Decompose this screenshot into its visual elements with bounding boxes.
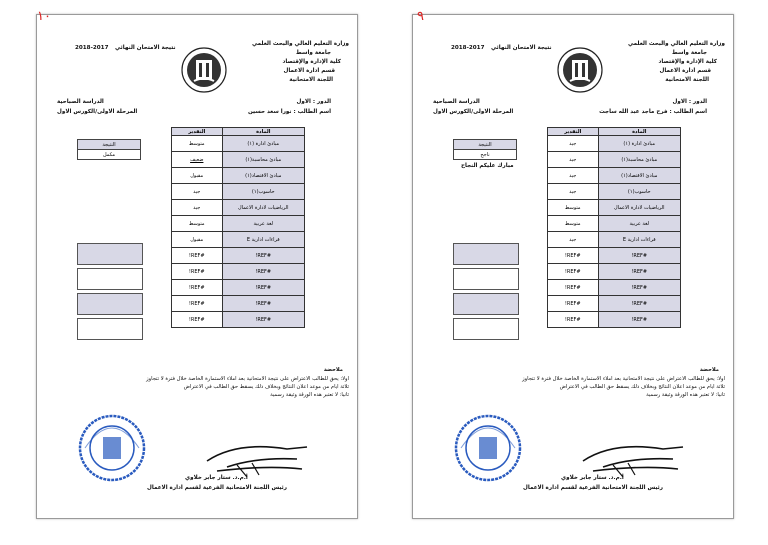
table-row [548, 312, 681, 328]
ministry-name: وزارة التعليم العالي والبحث العلمي [252, 41, 349, 47]
subject-cell: #REF! [598, 248, 680, 264]
blank-boxes [453, 243, 519, 343]
table-row [172, 184, 305, 200]
notes-line: ثلاثة ايام من موعد اعلان النتائج وبخلاف ذلك يسقط حق الطالب في الاعتراض [559, 384, 725, 390]
signatory-title: رئيس اللجنة الامتحانية الفرعية لقسم ادارة الاعمال [147, 485, 288, 491]
grade-cell: ضعيف [172, 152, 223, 168]
grade-cell: #REF! [548, 280, 599, 296]
grade-cell: #REF! [548, 264, 599, 280]
subject-cell: مبادئ ادارة (١) [222, 136, 304, 152]
subject-cell: حاسوب(١) [222, 184, 304, 200]
university-logo-icon [181, 47, 227, 93]
university-name: جامعة واسط [672, 50, 707, 56]
table-row [172, 280, 305, 296]
subject-column-header: المادة [222, 128, 304, 136]
subject-cell: قراءات ادارية E [598, 232, 680, 248]
signatory-title: رئيس اللجنة الامتحانية الفرعية لقسم ادارة الاعمال [523, 485, 664, 491]
grade-cell: مقبول [172, 232, 223, 248]
table-row [172, 248, 305, 264]
table-row [172, 136, 305, 152]
table-row [548, 152, 681, 168]
result-value: ناجح [454, 150, 517, 160]
subject-cell: مبادئ ادارة (١) [598, 136, 680, 152]
grade-cell: جيد [548, 152, 599, 168]
result-sheet-left [36, 9, 358, 519]
subject-cell: حاسوب(١) [598, 184, 680, 200]
official-stamp-icon [453, 413, 523, 483]
grade-cell: جيد [548, 168, 599, 184]
blank-box [453, 318, 519, 340]
subject-cell: مبادئ الاقتصاد(١) [222, 168, 304, 184]
grade-column-header: التقدير [548, 128, 599, 136]
exam-year: 2018-2017 [451, 45, 485, 51]
study-stage: المرحلة الاولى/الكورس الاول [57, 109, 138, 115]
college-name: كلية الإدارة والإقتصاد [658, 59, 717, 65]
study-type: الدراسة الصباحية [433, 99, 480, 105]
table-row [172, 200, 305, 216]
subject-cell: #REF! [222, 280, 304, 296]
grade-cell: #REF! [172, 248, 223, 264]
grade-cell: جيد [548, 184, 599, 200]
notes-title: ملاحضة [323, 367, 343, 373]
table-row [548, 232, 681, 248]
grade-cell: جيد [548, 136, 599, 152]
subject-cell: لغة عربية [598, 216, 680, 232]
grade-cell: #REF! [172, 264, 223, 280]
ministry-name: وزارة التعليم العالي والبحث العلمي [628, 41, 725, 47]
grade-cell: #REF! [172, 312, 223, 328]
table-row [548, 216, 681, 232]
department-name: قسم ادارة الاعمال [283, 68, 335, 74]
result-label: النتيجة [454, 140, 517, 150]
table-row [548, 168, 681, 184]
grade-cell: متوسط [548, 200, 599, 216]
study-stage: المرحلة الاولى/الكورس الاول [433, 109, 514, 115]
blank-box [77, 318, 143, 340]
university-name: جامعة واسط [296, 50, 331, 56]
exam-round: الدور : الاول [672, 99, 707, 105]
grade-cell: جيد [172, 200, 223, 216]
subject-cell: لغة عربية [222, 216, 304, 232]
subject-cell: #REF! [598, 264, 680, 280]
table-row [172, 216, 305, 232]
exam-round: الدور : الاول [296, 99, 331, 105]
grade-cell: جيد [548, 232, 599, 248]
table-row [172, 296, 305, 312]
student-name: اسم الطالب : فرح ماجد عبد الله ساجت [599, 109, 707, 115]
blank-box [77, 268, 143, 290]
subject-cell: #REF! [598, 280, 680, 296]
table-header-row [548, 128, 681, 136]
table-row [548, 200, 681, 216]
notes-line: ثانيا: لا تعتبر هذه الورقة وثيقة رسمية [270, 392, 349, 398]
table-row [172, 168, 305, 184]
subject-cell: #REF! [222, 248, 304, 264]
subject-cell: #REF! [598, 312, 680, 328]
signature-icon [573, 431, 693, 481]
grade-cell: #REF! [548, 248, 599, 264]
table-row [548, 280, 681, 296]
result-label: النتيجة [78, 140, 141, 150]
notes-title: ملاحضة [699, 367, 719, 373]
committee-name: اللجنة الامتحانية [665, 77, 709, 83]
blank-box [77, 243, 143, 265]
notes-line: اولا: يحق للطالب الاعتراض على نتيجة الامتحانية بعد املاء الاستمارة الخاصة خلال فترة لا تتجاوز [522, 376, 725, 382]
grade-cell: جيد [172, 184, 223, 200]
subject-cell: #REF! [222, 312, 304, 328]
subject-cell: #REF! [598, 296, 680, 312]
table-row [172, 264, 305, 280]
grade-cell: مقبول [172, 168, 223, 184]
result-box [77, 139, 141, 160]
student-name: اسم الطالب : نورا سعد حسين [247, 109, 331, 115]
official-stamp-icon [77, 413, 147, 483]
signatory-name: أ.م.د. ستار جابر خلاوي [561, 475, 624, 481]
college-name: كلية الإدارة والإقتصاد [282, 59, 341, 65]
grade-cell: متوسط [172, 136, 223, 152]
blank-box [453, 268, 519, 290]
result-sheet-right [412, 9, 734, 519]
study-type: الدراسة الصباحية [57, 99, 104, 105]
committee-name: اللجنة الامتحانية [289, 77, 333, 83]
table-row [172, 312, 305, 328]
blank-box [453, 243, 519, 265]
subject-cell: الرياضيات لادارة الاعمال [222, 200, 304, 216]
grades-table [547, 127, 681, 328]
subject-column-header: المادة [598, 128, 680, 136]
result-box [453, 139, 517, 160]
subject-cell: قراءات ادارية E [222, 232, 304, 248]
table-row [548, 136, 681, 152]
table-row [548, 248, 681, 264]
grades-table [171, 127, 305, 328]
notes-line: اولا: يحق للطالب الاعتراض على نتيجة الامتحانية بعد املاء الاستمارة الخاصة خلال فترة لا تتجاوز [146, 376, 349, 382]
signatory-name: أ.م.د. ستار جابر خلاوي [185, 475, 248, 481]
subject-cell: مبادئ محاسبة(١) [598, 152, 680, 168]
page-number: ٩ [417, 9, 424, 24]
table-row [548, 264, 681, 280]
grade-column-header: التقدير [172, 128, 223, 136]
table-header-row [172, 128, 305, 136]
exam-title: نتيجة الامتحان النهائي [491, 45, 552, 51]
table-row [548, 184, 681, 200]
blank-boxes [77, 243, 143, 343]
subject-cell: مبادئ الاقتصاد(١) [598, 168, 680, 184]
table-row [548, 296, 681, 312]
grade-cell: #REF! [548, 312, 599, 328]
grade-cell: #REF! [172, 280, 223, 296]
subject-cell: #REF! [222, 264, 304, 280]
grade-cell: #REF! [172, 296, 223, 312]
subject-cell: الرياضيات لادارة الاعمال [598, 200, 680, 216]
signature-icon [197, 431, 317, 481]
subject-cell: مبادئ محاسبة(١) [222, 152, 304, 168]
table-row [172, 232, 305, 248]
notes-line: ثلاثة ايام من موعد اعلان النتائج وبخلاف ذلك يسقط حق الطالب في الاعتراض [183, 384, 349, 390]
page-number: ١٠ [37, 9, 51, 24]
university-logo-icon [557, 47, 603, 93]
department-name: قسم ادارة الاعمال [659, 68, 711, 74]
congrats-message: مبارك عليكم النجاح [461, 163, 514, 169]
blank-box [453, 293, 519, 315]
table-row [172, 152, 305, 168]
grade-cell: متوسط [172, 216, 223, 232]
exam-year: 2018-2017 [75, 45, 109, 51]
notes-line: ثانيا: لا تعتبر هذه الورقة وثيقة رسمية [646, 392, 725, 398]
blank-box [77, 293, 143, 315]
grade-cell: #REF! [548, 296, 599, 312]
result-value: مكمل [78, 150, 141, 160]
exam-title: نتيجة الامتحان النهائي [115, 45, 176, 51]
subject-cell: #REF! [222, 296, 304, 312]
grade-cell: متوسط [548, 216, 599, 232]
